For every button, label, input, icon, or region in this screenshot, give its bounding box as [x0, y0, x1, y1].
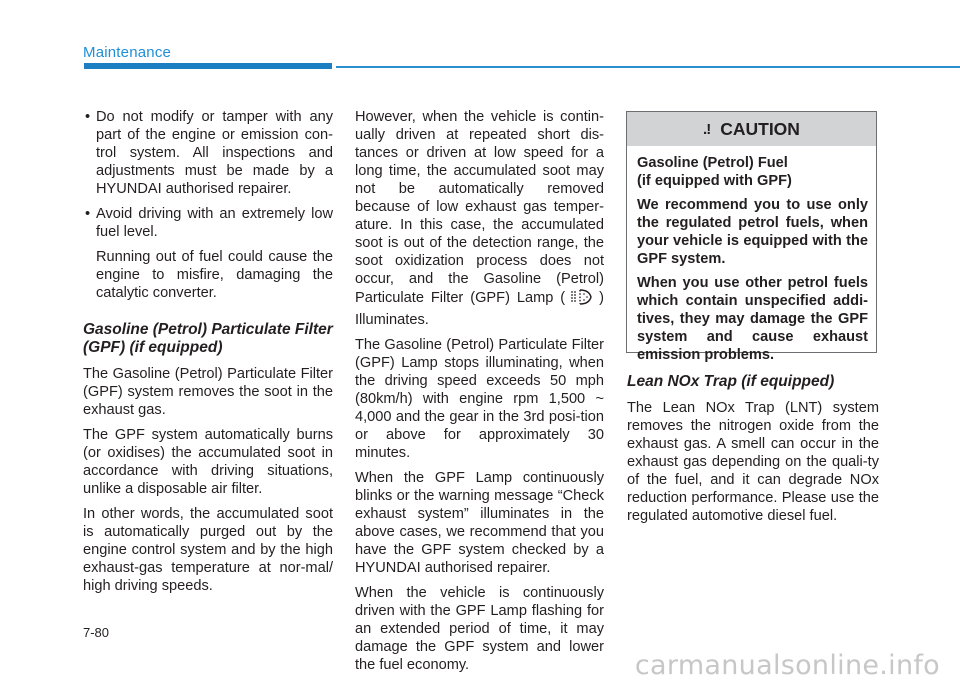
paragraph-text: However, when the vehicle is contin-ually driven at repeated short dis-tances or driven at low speed for a long time, the accumulated soot may not be automatically removed because of low exhaust gas temper-ature. In this case, the accumulated soot is out of the detection range, the soot oxidization process does not occur, and the Gasoline (Petrol) Particulate Filter (GPF) Lamp ( [355, 109, 604, 306]
gpf-lamp-icon [567, 288, 597, 311]
column-right [627, 373, 879, 532]
caution-box [626, 111, 877, 363]
paragraph: The Gasoline (Petrol) Particulate Filter (GPF) system removes the soot in the exhaust gas. [83, 366, 333, 418]
paragraph: When the GPF Lamp continuously blinks or the warning message “Check exhaust system” illuminates in the above cases, we recommend that you have the GPF system checked by a HYUNDAI authorised repairer. [355, 470, 604, 576]
column-left [83, 108, 333, 602]
caution-body [627, 146, 876, 364]
paragraph: The GPF system automatically burns (or oxidises) the accumulated soot in accordance with driving situations, unlike a disposable air filter. [83, 427, 333, 497]
lnt-heading: Lean NOx Trap (if equipped) [627, 373, 835, 390]
bullet-item: • Do not modify or tamper with any part of the engine or emission con-trol system. All inspections and adjustments must be made by a HYUNDAI authorised repairer. [83, 108, 333, 198]
section-title: Maintenance [83, 44, 172, 61]
paragraph: When the vehicle is continuously driven with the GPF Lamp flashing for an extended period of time, it may damage the GPF system and lower the fuel economy. [355, 585, 604, 673]
paragraph [355, 108, 604, 329]
gpf-heading: Gasoline (Petrol) Particulate Filter (GPF) (if equipped) [83, 321, 333, 356]
paragraph-text: ) Illuminates. [355, 290, 604, 328]
column-middle [355, 108, 604, 681]
page-number: 7-80 [83, 625, 110, 640]
caution-subtitle-line: Gasoline (Petrol) Fuel [637, 155, 788, 171]
header-rule-dark [84, 63, 332, 69]
header-rule-light [336, 66, 960, 68]
bullet-note: Running out of fuel could cause the engine to misfire, damaging the catalytic converter. [96, 249, 333, 301]
caution-subtitle-line: (if equipped with GPF) [637, 173, 792, 189]
bullet-item: • Avoid driving with an extremely low fuel level. [83, 205, 333, 241]
paragraph: The Gasoline (Petrol) Particulate Filter (GPF) Lamp stops illuminating, when the driving speed exceeds 50 mph (80km/h) with engine rpm 1,500 ~ 4,000 and the gear in the 3rd posi-tion or above for approximately 30 minutes. [355, 337, 604, 461]
watermark: carmanualsonline.info [634, 650, 940, 681]
caution-subtitle [637, 154, 868, 190]
caution-header [627, 112, 876, 146]
paragraph: In other words, the accumulated soot is automatically purged out by the engine control system and by the high exhaust-gas temperature at nor-mal/ high driving speeds. [83, 506, 333, 594]
caution-paragraph: When you use other petrol fuels which contain unspecified addi-tives, they may damage the GPF system and cause exhaust emission problems. [637, 275, 868, 363]
caution-paragraph: We recommend you to use only the regulated petrol fuels, when your vehicle is equipped with the GPF system. [637, 197, 868, 267]
warning-icon: .! [703, 120, 711, 138]
paragraph: The Lean NOx Trap (LNT) system removes the nitrogen oxide from the exhaust gas. A smell can occur in the exhaust gas depending on the quali-ty of the fuel, and it can degrade NOx reduction performance. Please use the regulated automotive diesel fuel. [627, 400, 879, 524]
caution-title: CAUTION [720, 118, 800, 139]
